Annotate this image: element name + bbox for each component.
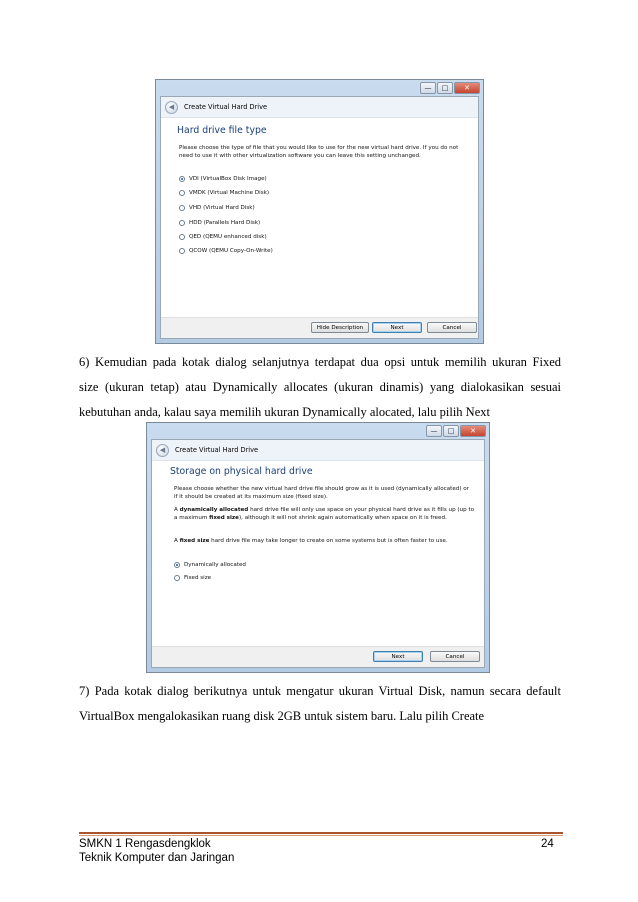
text-line: VirtualBox mengalokasikan ruang disk 2GB untuk sistem baru. Lalu pilih Create: [79, 709, 485, 723]
page-number: 24: [541, 838, 554, 850]
screenshot-storage-dialog: [146, 422, 490, 673]
dialog-header: [161, 97, 478, 118]
text-line: 7) Pada kotak dialog berikutnya untuk mengatur ukuran Virtual Disk, namun secara default: [79, 684, 561, 698]
radio-option-fixed[interactable]: Fixed size: [174, 575, 211, 581]
next-button[interactable]: Next: [373, 651, 423, 662]
paragraph-step-7: [79, 679, 561, 729]
hide-description-button[interactable]: Hide Description: [311, 322, 369, 333]
radio-option-dynamic[interactable]: Dynamically allocated: [174, 562, 246, 568]
fixed-description: A fixed size hard drive file may take longer to create on some systems but is often faster to use.: [174, 538, 448, 544]
back-arrow-icon[interactable]: ◀: [165, 101, 178, 114]
maximize-button[interactable]: □: [443, 425, 459, 437]
dialog-body: [151, 439, 485, 668]
close-button[interactable]: ✕: [460, 425, 486, 437]
window-titlebar: [156, 80, 483, 94]
screenshot-file-type-dialog: [155, 79, 484, 344]
radio-option-hdd[interactable]: HDD (Parallels Hard Disk): [179, 220, 260, 226]
section-description: Please choose whether the new virtual hard drive file should grow as it is used (dynamically allocated) or if it should be created at its maximum size (fixed size).: [174, 486, 470, 500]
radio-icon: [179, 220, 185, 226]
radio-selected-icon: [179, 176, 185, 182]
footer-school: SMKN 1 Rengasdengklok: [79, 838, 211, 850]
cancel-button[interactable]: Cancel: [427, 322, 477, 333]
footer-department: Teknik Komputer dan Jaringan: [79, 852, 235, 864]
minimize-button[interactable]: —: [420, 82, 436, 94]
bold-term: fixed size: [179, 538, 210, 544]
section-heading: Storage on physical hard drive: [170, 466, 313, 477]
dialog-body: [160, 96, 479, 339]
text-line: kebutuhan anda, kalau saya memilih ukuran Dynamically alocated, lalu pilih Next: [79, 405, 490, 419]
dialog-button-bar: [161, 317, 478, 338]
dialog-header: [152, 440, 484, 461]
dynamic-description: A dynamically allocated hard drive file will only use space on your physical hard drive as it fills up (up to a maximum fixed size), although it will not shrink again automatically when space on it is freed.: [174, 507, 475, 521]
radio-option-vdi[interactable]: VDI (VirtualBox Disk Image): [179, 176, 267, 182]
paragraph-step-6: [79, 350, 561, 425]
bold-term: fixed size: [209, 514, 239, 521]
radio-option-qed[interactable]: QED (QEMU enhanced disk): [179, 234, 267, 240]
maximize-button[interactable]: □: [437, 82, 453, 94]
next-button[interactable]: Next: [372, 322, 422, 333]
back-arrow-icon[interactable]: ◀: [156, 444, 169, 457]
radio-icon: [179, 248, 185, 254]
section-heading: Hard drive file type: [177, 125, 267, 136]
dialog-title: Create Virtual Hard Drive: [184, 103, 268, 111]
radio-icon: [179, 234, 185, 240]
text-line: 6) Kemudian pada kotak dialog selanjutnya terdapat dua opsi untuk memilih ukuran Fixed: [79, 355, 561, 369]
radio-option-qcow[interactable]: QCOW (QEMU Copy-On-Write): [179, 248, 273, 254]
section-description: Please choose the type of file that you would like to use for the new virtual hard drive. If you do not need to use it with other virtualization software you can leave this setting unchanged.: [179, 145, 459, 159]
radio-icon: [174, 575, 180, 581]
dialog-title: Create Virtual Hard Drive: [175, 446, 259, 454]
cancel-button[interactable]: Cancel: [430, 651, 480, 662]
footer-rule-thin: [79, 835, 563, 836]
radio-option-vmdk[interactable]: VMDK (Virtual Machine Disk): [179, 190, 269, 196]
footer-rule: [79, 832, 563, 834]
radio-icon: [179, 205, 185, 211]
radio-selected-icon: [174, 562, 180, 568]
close-button[interactable]: ✕: [454, 82, 480, 94]
dialog-button-bar: [152, 646, 484, 667]
radio-icon: [179, 190, 185, 196]
window-titlebar: [147, 423, 489, 437]
minimize-button[interactable]: —: [426, 425, 442, 437]
bold-term: dynamically allocated: [179, 507, 249, 513]
text-line: size (ukuran tetap) atau Dynamically allocates (ukuran dinamis) yang dialokasikan sesuai: [79, 380, 561, 394]
radio-option-vhd[interactable]: VHD (Virtual Hard Disk): [179, 205, 255, 211]
